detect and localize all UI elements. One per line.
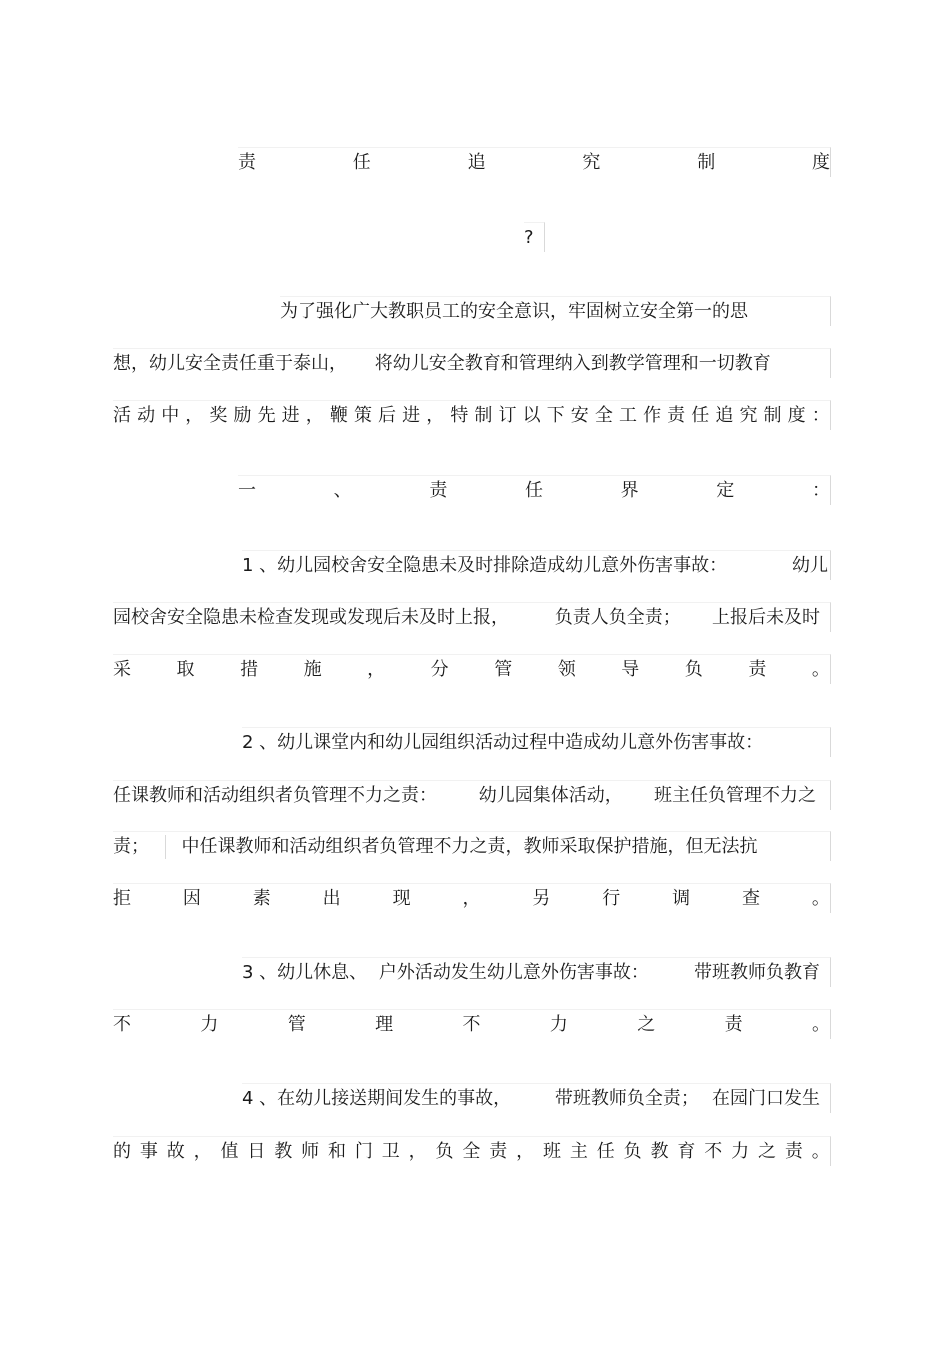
item-4-line-1c-text: 在园门口发生 — [712, 1088, 820, 1109]
item-2-line-2a-text: 任课教师和活动组织者负管理不力之责： — [113, 785, 437, 806]
justified-char: 作 — [643, 405, 662, 426]
document-title — [238, 147, 831, 177]
justified-char: 拒 — [113, 888, 131, 909]
justified-char: 措 — [240, 659, 259, 680]
justified-char: 安 — [570, 405, 589, 426]
justified-char: 度 — [787, 405, 806, 426]
justified-char: 责 — [489, 1141, 508, 1162]
justified-char: ， — [408, 1141, 427, 1162]
justified-char: 不 — [704, 1141, 723, 1162]
justified-char: 以 — [522, 405, 541, 426]
justified-char: 查 — [742, 888, 761, 909]
item-4-line-1 — [242, 1083, 831, 1113]
justified-char: 订 — [498, 405, 517, 426]
justified-char: 。 — [811, 659, 830, 680]
justified-char: 教 — [650, 1141, 669, 1162]
justified-char: 管 — [494, 659, 513, 680]
justified-char: 不 — [113, 1014, 131, 1035]
justified-char: 育 — [677, 1141, 696, 1162]
item-3-line-1b-text: 户外活动发生幼儿意外伤害事故： — [378, 962, 649, 983]
justified-char: 任 — [524, 480, 543, 501]
justified-char: 定 — [716, 480, 735, 501]
justified-char: 动 — [137, 405, 156, 426]
justified-char: 后 — [378, 405, 397, 426]
justified-char: 和 — [328, 1141, 346, 1162]
justified-char: 究 — [582, 152, 601, 173]
justified-char: 。 — [811, 1141, 830, 1162]
item-3-line-2 — [113, 1009, 831, 1039]
justified-char: 施 — [303, 659, 322, 680]
item-2-line-1 — [242, 727, 831, 757]
justified-char: 责 — [429, 480, 448, 501]
justified-char: 究 — [739, 405, 758, 426]
justified-char: 奖 — [209, 405, 228, 426]
justified-char: 不 — [462, 1014, 481, 1035]
justified-char: 力 — [549, 1014, 568, 1035]
justified-char: ： — [811, 480, 830, 501]
item-2-line-2b-text: 幼儿园集体活动， — [478, 785, 623, 806]
intro-line-1 — [280, 296, 831, 326]
justified-char: 另 — [532, 888, 551, 909]
justified-char: ： — [811, 405, 830, 426]
justified-char: 负 — [684, 659, 703, 680]
justified-char: 力 — [731, 1141, 750, 1162]
item-1-line-1a-text: 1 、幼儿园校舍安全隐患未及时排除造成幼儿意外伤害事故： — [242, 555, 728, 576]
item-3-line-1a-text: 3 、幼儿休息、 — [242, 962, 368, 983]
item-4-line-2 — [113, 1136, 831, 1166]
justified-char: 领 — [557, 659, 576, 680]
intro-line-1-text: 为了强化广大教职员工的安全意识，牢固树立安全第一的思 — [280, 301, 748, 322]
justified-char: 追 — [715, 405, 734, 426]
justified-char: 卫 — [381, 1141, 400, 1162]
item-1-line-2c-text: 上报后未及时 — [712, 607, 820, 628]
item-2-line-3-divider — [165, 835, 166, 859]
item-1-line-2b-text: 负责人负全责； — [554, 607, 681, 628]
title-question-mark — [524, 222, 545, 252]
justified-char: 责 — [784, 1141, 803, 1162]
justified-char: 、 — [333, 480, 352, 501]
justified-char: 值 — [220, 1141, 239, 1162]
justified-char: 策 — [353, 405, 372, 426]
justified-char: 制 — [763, 405, 782, 426]
justified-char: 鞭 — [329, 405, 348, 426]
justified-char: 主 — [569, 1141, 588, 1162]
item-2-line-2c-text: 班主任负管理不力之 — [654, 785, 816, 806]
justified-char: 现 — [392, 888, 411, 909]
item-2-line-4 — [113, 883, 831, 913]
justified-char: 进 — [281, 405, 300, 426]
justified-char: 责 — [748, 659, 767, 680]
justified-char: 全 — [594, 405, 613, 426]
justified-char: ， — [305, 405, 324, 426]
justified-char: ， — [462, 888, 481, 909]
justified-char: 因 — [182, 888, 201, 909]
item-1-line-3 — [113, 654, 831, 684]
justified-char: 之 — [758, 1141, 776, 1162]
item-1-line-1b-text: 幼儿 — [792, 555, 828, 576]
justified-char: 日 — [247, 1141, 266, 1162]
justified-char: 任 — [352, 152, 371, 173]
justified-char: 责 — [238, 152, 256, 173]
justified-char: 班 — [543, 1141, 561, 1162]
justified-char: ， — [367, 659, 386, 680]
item-4-line-1b-text: 带班教师负全责； — [554, 1088, 699, 1109]
justified-char: 门 — [354, 1141, 373, 1162]
intro-line-2b-text: 将幼儿安全教育和管理纳入到教学管理和一切教育 — [374, 353, 771, 374]
title-mark-text: ? — [524, 227, 534, 248]
justified-char: 之 — [637, 1014, 656, 1035]
justified-char: 素 — [252, 888, 271, 909]
justified-char: 的 — [113, 1141, 131, 1162]
justified-char: 进 — [402, 405, 421, 426]
justified-char: 制 — [474, 405, 493, 426]
justified-char: 事 — [139, 1141, 158, 1162]
justified-char: 工 — [618, 405, 637, 426]
justified-char: 全 — [462, 1141, 481, 1162]
item-2-line-3b-text: 中任课教师和活动组织者负管理不力之责，教师采取保护措施，但无法抗 — [181, 836, 758, 857]
justified-char: ， — [193, 1141, 212, 1162]
justified-char: 调 — [672, 888, 691, 909]
justified-char: ， — [185, 405, 204, 426]
justified-char: 任 — [596, 1141, 615, 1162]
justified-char: 励 — [233, 405, 252, 426]
justified-char: 中 — [161, 405, 180, 426]
item-2-line-1-text: 2 、幼儿课堂内和幼儿园组织活动过程中造成幼儿意外伤害事故： — [242, 732, 764, 753]
justified-char: 制 — [697, 152, 716, 173]
justified-char: 界 — [620, 480, 639, 501]
justified-char: 取 — [176, 659, 195, 680]
justified-char: 力 — [200, 1014, 219, 1035]
justified-char: 。 — [812, 1014, 830, 1035]
justified-char: 管 — [287, 1014, 306, 1035]
item-2-line-3a-text: 责； — [113, 836, 149, 857]
item-2-line-2 — [113, 780, 831, 810]
justified-char: 师 — [301, 1141, 320, 1162]
justified-char: 采 — [113, 659, 131, 680]
intro-line-2 — [113, 348, 831, 378]
justified-char: 负 — [435, 1141, 454, 1162]
justified-char: 理 — [375, 1014, 394, 1035]
item-1-line-2 — [113, 602, 831, 632]
justified-char: 行 — [602, 888, 621, 909]
justified-char: 。 — [811, 888, 830, 909]
item-1-line-2a-text: 园校舍安全隐患未检查发现或发现后未及时上报， — [113, 607, 509, 628]
item-2-line-3 — [113, 831, 831, 861]
justified-char: 先 — [257, 405, 276, 426]
item-3-line-1c-text: 带班教师负教育 — [694, 962, 820, 983]
item-4-line-1a-text: 4 、在幼儿接送期间发生的事故， — [242, 1088, 512, 1109]
item-1-line-1 — [242, 550, 831, 580]
justified-char: 任 — [691, 405, 710, 426]
justified-char: 负 — [623, 1141, 642, 1162]
justified-char: 度 — [811, 152, 830, 173]
justified-char: 一 — [238, 480, 256, 501]
intro-line-2a-text: 想，幼儿安全责任重于泰山， — [113, 353, 347, 374]
justified-char: 故 — [166, 1141, 185, 1162]
justified-char: 下 — [546, 405, 565, 426]
justified-char: 责 — [724, 1014, 743, 1035]
justified-char: 追 — [467, 152, 486, 173]
justified-char: 教 — [274, 1141, 293, 1162]
justified-char: ， — [426, 405, 445, 426]
item-3-line-1 — [242, 957, 831, 987]
justified-char: 活 — [113, 405, 131, 426]
justified-char: 导 — [621, 659, 640, 680]
intro-line-3 — [113, 400, 831, 430]
section-heading-responsibility — [238, 475, 831, 505]
justified-char: 特 — [450, 405, 469, 426]
justified-char: 责 — [667, 405, 686, 426]
justified-char: ， — [516, 1141, 535, 1162]
justified-char: 出 — [322, 888, 341, 909]
justified-char: 分 — [430, 659, 449, 680]
